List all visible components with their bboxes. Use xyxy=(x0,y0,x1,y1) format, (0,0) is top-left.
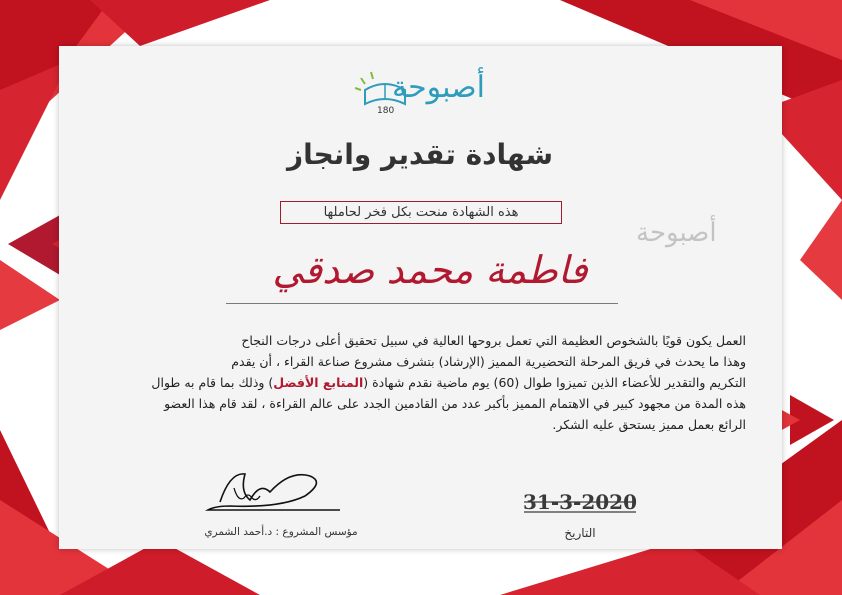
date-block xyxy=(520,490,640,550)
logo-text: أصبوحة xyxy=(392,70,485,105)
watermark-text: أصبوحة xyxy=(636,218,717,248)
certificate-card xyxy=(59,46,782,549)
award-title-highlight: المتابع الأفضل xyxy=(273,375,364,390)
body-line-3-end: ) وذلك بما قام به طوال xyxy=(151,375,274,390)
body-line-4: هذه المدة من مجهود كبير في الاهتمام المميز بأكبر عدد من القادمين الجدد على عالم القراءة ، لقد قام هذا العضو xyxy=(164,396,746,411)
body-line-2: وهذا ما يحدث في فريق المرحلة التحضيرية المميز (الإرشاد) بتشرف مشروع صناعة القراء ، أن يقدم xyxy=(231,354,746,369)
body-line-1: العمل يكون قويًا بالشخوص العظيمة التي تعمل بروحها العالية في سبيل تحقيق أعلى درجات النجاح xyxy=(241,333,746,348)
recipient-name: فاطمة محمد صدقي xyxy=(272,248,588,292)
body-line-3 xyxy=(98,372,746,393)
signature-caption: مؤسس المشروع : د.أحمد الشمري xyxy=(204,526,358,538)
brand-logo xyxy=(355,68,485,120)
handwritten-signature xyxy=(200,462,340,520)
logo-number: 180 xyxy=(377,106,395,116)
certificate-subtitle: هذه الشهادة منحت بكل فخر لحاملها xyxy=(280,201,562,224)
date-value: 31-3-2020 xyxy=(522,490,637,514)
date-caption: التاريخ xyxy=(564,526,596,540)
logo-watermark xyxy=(636,218,746,258)
signature-block xyxy=(186,462,376,542)
certificate-body xyxy=(98,330,746,435)
certificate-title: شهادة تقدير وانجاز xyxy=(286,138,554,171)
body-line-5: الرائع بعمل مميز يستحق عليه الشكر. xyxy=(552,417,746,432)
body-line-3-start: التكريم والتقدير للأعضاء الذين تميزوا طوال (60) يوم ماضية نقدم شهادة ( xyxy=(363,375,746,390)
name-underline xyxy=(226,303,618,304)
